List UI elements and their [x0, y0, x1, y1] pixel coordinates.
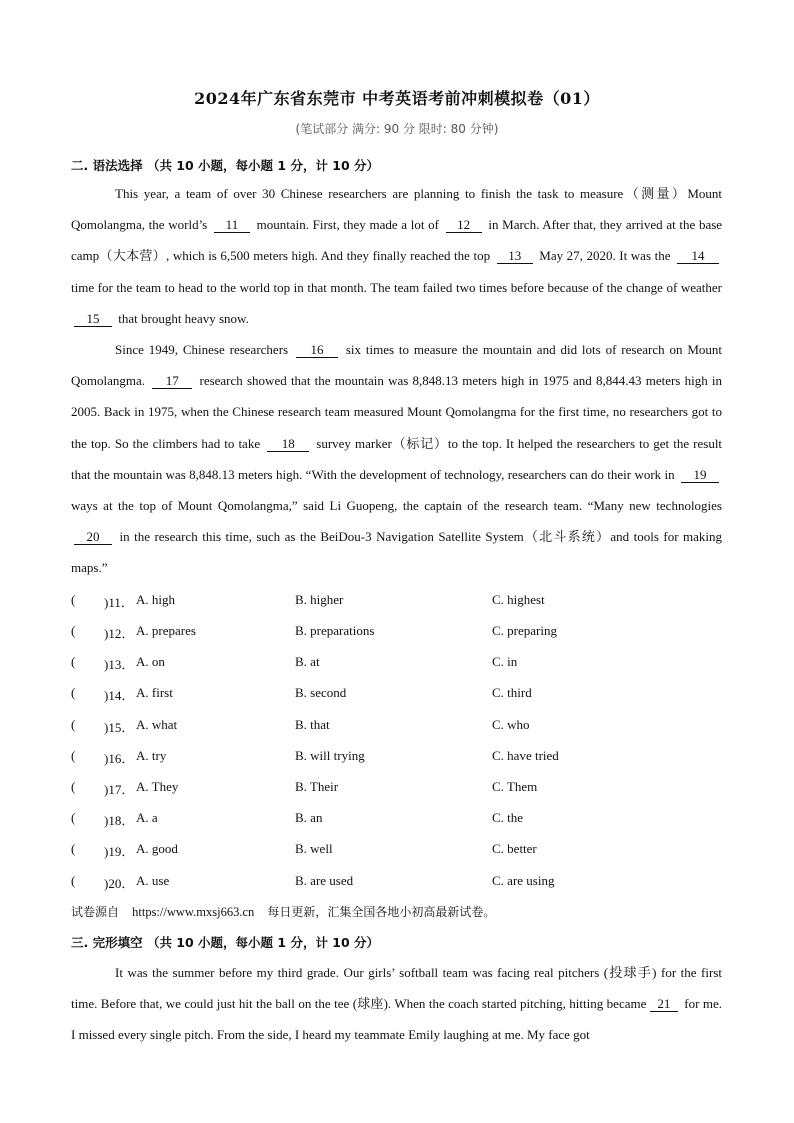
answer-paren[interactable]: (	[71, 748, 76, 763]
option-a[interactable]: A. a	[136, 810, 158, 825]
option-c[interactable]: C. third	[492, 685, 532, 700]
answer-paren[interactable]: (	[71, 623, 76, 638]
passage-text: mountain. First, they made a lot of	[256, 217, 439, 233]
blank-13[interactable]: 13	[497, 249, 533, 264]
passage-text: research showed that the mountain was 8,848.13 meters high in 1975 and 8,844.43 meters high in 2005. Back in 1975, when the Chinese research team measured Mount Qomolangma for the first time, no researchers got to the top. So the climbers had to take	[71, 373, 723, 451]
passage-text: six times to measure the mountain and did lots of research on Mount Qomolangma.	[71, 342, 722, 389]
option-b[interactable]: B. that	[295, 717, 330, 732]
passage-text: ways at the top of Mount Qomolangma,” said Li Guopeng, the captain of the research team. “Many new technologies	[71, 498, 722, 514]
option-c[interactable]: C. are using	[492, 873, 555, 888]
source-label: 试卷源自	[71, 905, 120, 919]
option-c[interactable]: C. have tried	[492, 748, 559, 763]
question-11	[71, 592, 722, 612]
option-a[interactable]: A. what	[136, 717, 178, 732]
question-number: )20．	[104, 876, 135, 891]
cloze-paragraph-1	[71, 957, 722, 1051]
question-number: )19．	[104, 844, 135, 859]
blank-17[interactable]: 17	[152, 374, 192, 389]
passage-text: in the research this time, such as the BeiDou-3 Navigation Satellite System（北斗系统）and tools for making maps.”	[71, 529, 722, 576]
option-c[interactable]: C. Them	[492, 779, 538, 794]
passage-text: for me. I missed every single pitch. From the side, I heard my teammate Emily laughing at me. My face got	[71, 996, 723, 1043]
answer-paren[interactable]: (	[71, 779, 76, 794]
passage-text: time for the team to head to the world top in that month. The team failed two times before because of the change of weather	[71, 279, 722, 295]
answer-paren[interactable]: (	[71, 592, 76, 607]
answer-paren[interactable]: (	[71, 841, 76, 856]
blank-14[interactable]: 14	[677, 249, 719, 264]
passage-text: May 27, 2020. It was the	[539, 248, 671, 264]
question-number: )12．	[104, 626, 135, 641]
blank-16[interactable]: 16	[296, 343, 338, 358]
grammar-section-heading: 二. 语法选择 （共 10 小题，每小题 1 分，计 10 分）	[71, 158, 380, 173]
blank-19[interactable]: 19	[681, 468, 719, 483]
option-a[interactable]: A. try	[136, 748, 167, 763]
option-b[interactable]: B. an	[295, 810, 323, 825]
grammar-paragraph-1	[71, 178, 722, 334]
question-16	[71, 748, 722, 768]
source-line	[71, 903, 505, 920]
answer-paren[interactable]: (	[71, 810, 76, 825]
question-13	[71, 654, 722, 674]
option-c[interactable]: C. in	[492, 654, 518, 669]
question-14	[71, 685, 722, 705]
answer-paren[interactable]: (	[71, 654, 76, 669]
option-c[interactable]: C. highest	[492, 592, 545, 607]
answer-paren[interactable]: (	[71, 873, 76, 888]
option-a[interactable]: A. first	[136, 685, 173, 700]
option-b[interactable]: B. preparations	[295, 623, 375, 638]
question-15	[71, 717, 722, 737]
question-19	[71, 841, 722, 861]
option-a[interactable]: A. use	[136, 873, 170, 888]
option-a[interactable]: A. on	[136, 654, 165, 669]
question-number: )14．	[104, 688, 135, 703]
blank-21[interactable]: 21	[650, 997, 678, 1012]
page-subtitle: (笔试部分 满分: 90 分 限时: 80 分钟)	[295, 122, 499, 136]
option-b[interactable]: B. Their	[295, 779, 339, 794]
source-note: 每日更新，汇集全国各地小初高最新试卷。	[267, 905, 496, 919]
option-c[interactable]: C. better	[492, 841, 537, 856]
option-b[interactable]: B. higher	[295, 592, 344, 607]
passage-text: in March. After that, they arrived at the base camp（大本营）, which is 6,500 meters high. And they finally reached the top	[71, 217, 723, 264]
passage-text: This year, a team of over 30 Chinese researchers are planning to finish the task to measure（测量）Mount Qomolangma, the world’s	[71, 186, 722, 233]
option-b[interactable]: B. well	[295, 841, 333, 856]
question-20	[71, 873, 722, 893]
option-a[interactable]: A. good	[136, 841, 178, 856]
grammar-paragraph-2	[71, 334, 722, 584]
blank-11[interactable]: 11	[214, 218, 250, 233]
question-number: )18．	[104, 813, 135, 828]
passage-text: Since 1949, Chinese researchers	[115, 342, 289, 357]
question-17	[71, 779, 722, 799]
passage-text: It was the summer before my third grade. Our girls’ softball team was facing real pitchers (投球手) for the first time. Before that, we could just hit the ball on the tee (球座). When the coach started pitching, hitting became	[71, 965, 722, 1012]
question-number: )15．	[104, 720, 135, 735]
question-number: )11．	[104, 595, 134, 610]
blank-15[interactable]: 15	[74, 312, 112, 327]
option-b[interactable]: B. at	[295, 654, 320, 669]
option-c[interactable]: C. preparing	[492, 623, 557, 638]
passage-text: that brought heavy snow.	[118, 310, 249, 326]
option-b[interactable]: B. second	[295, 685, 347, 700]
option-b[interactable]: B. will trying	[295, 748, 365, 763]
option-a[interactable]: A. They	[136, 779, 179, 794]
blank-12[interactable]: 12	[446, 218, 482, 233]
answer-paren[interactable]: (	[71, 717, 76, 732]
question-number: )16．	[104, 751, 135, 766]
option-a[interactable]: A. prepares	[136, 623, 196, 638]
option-c[interactable]: C. who	[492, 717, 530, 732]
cloze-section-heading: 三. 完形填空 （共 10 小题，每小题 1 分，计 10 分）	[71, 935, 380, 950]
passage-text: survey marker（标记）to the top. It helped the researchers to get the result that the mountain was 8,848.13 meters high. “With the development of technology, researchers can do their work in	[71, 435, 723, 482]
question-number: )13．	[104, 657, 135, 672]
question-18	[71, 810, 722, 830]
question-12	[71, 623, 722, 643]
question-number: )17．	[104, 782, 135, 797]
answer-paren[interactable]: (	[71, 685, 76, 700]
option-a[interactable]: A. high	[136, 592, 175, 607]
blank-18[interactable]: 18	[267, 437, 309, 452]
page-title: 2024年广东省东莞市 中考英语考前冲刺模拟卷（01）	[194, 89, 600, 108]
source-link[interactable]: https://www.mxsj663.cn	[132, 905, 255, 919]
option-b[interactable]: B. are used	[295, 873, 354, 888]
option-c[interactable]: C. the	[492, 810, 524, 825]
blank-20[interactable]: 20	[74, 530, 112, 545]
